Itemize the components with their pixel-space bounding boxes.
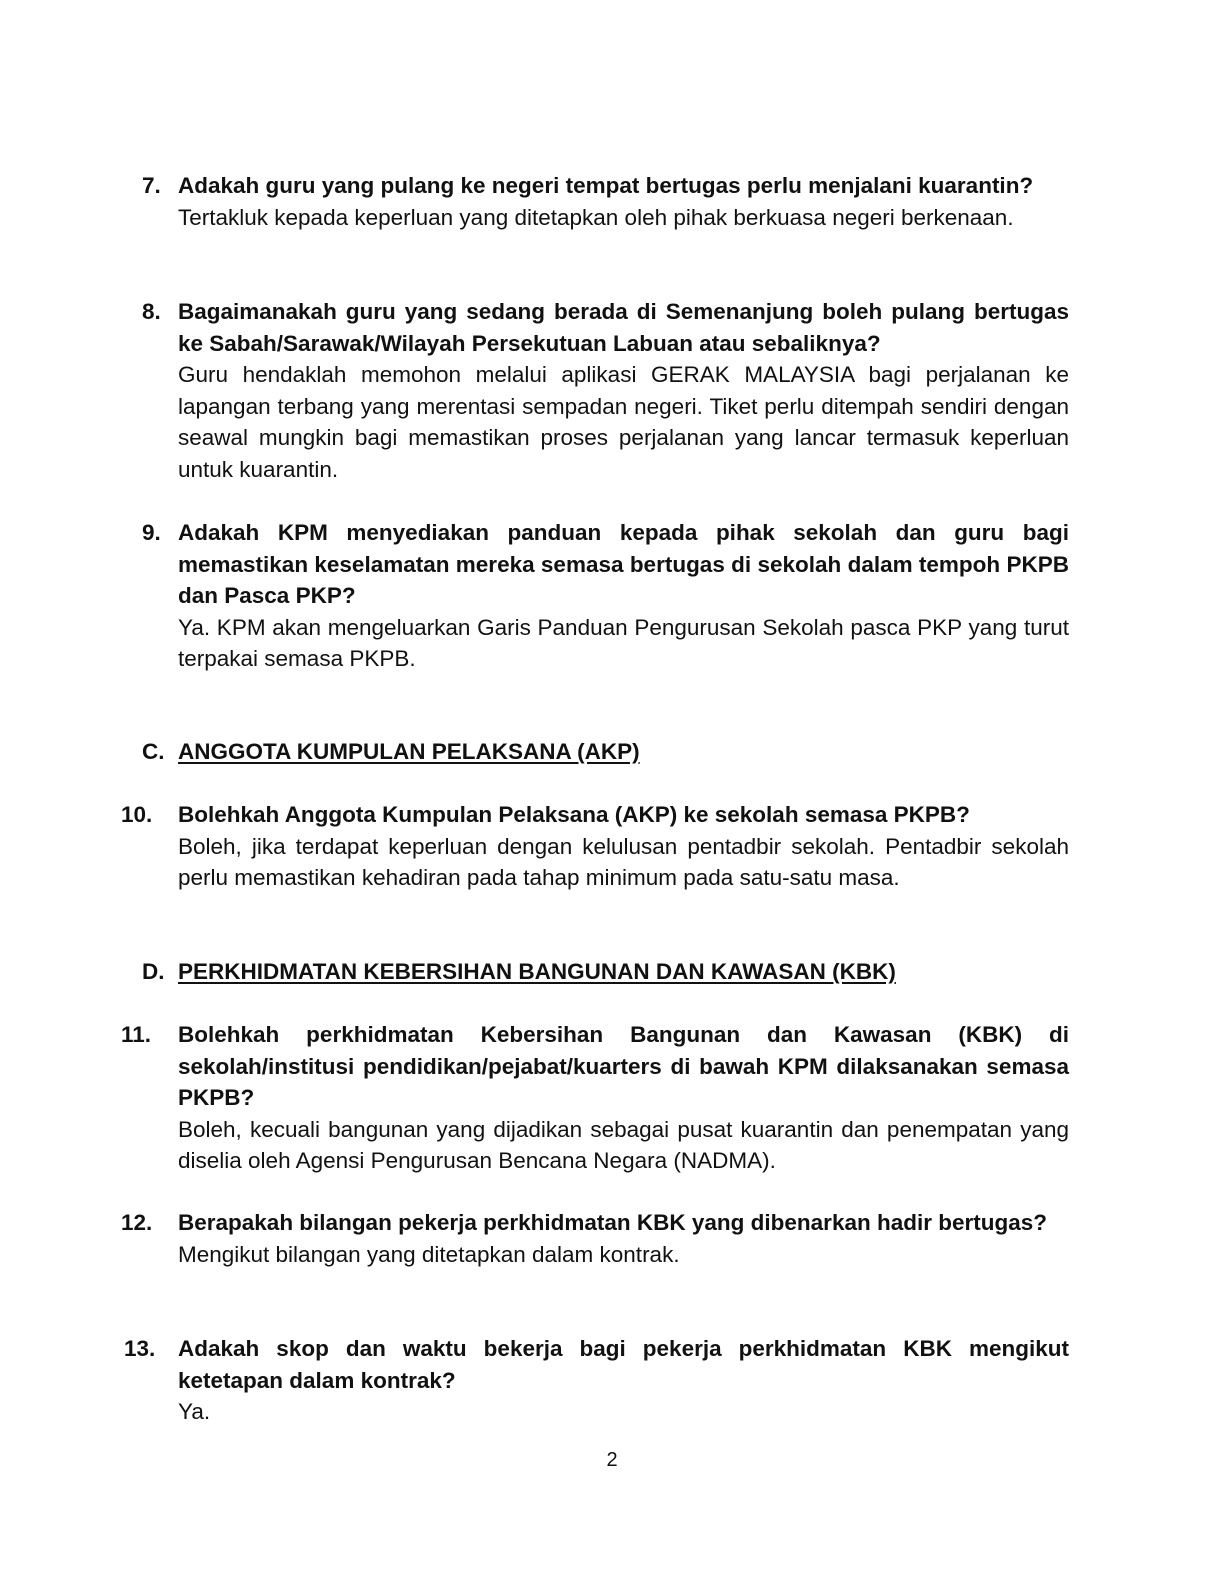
faq-item: [178, 799, 1069, 894]
page-number: 2: [606, 1449, 618, 1471]
question-text: Adakah guru yang pulang ke negeri tempat bertugas perlu menjalani kuarantin?: [178, 173, 1034, 198]
section-letter: D.: [142, 959, 165, 984]
faq-item: [178, 296, 1069, 485]
answer-text: Mengikut bilangan yang ditetapkan dalam kontrak.: [178, 1241, 680, 1267]
answer-text: Tertakluk kepada keperluan yang ditetapkan oleh pihak berkuasa negeri berkenaan.: [178, 204, 1014, 230]
item-number: 11.: [121, 1022, 152, 1047]
section-heading: ANGGOTA KUMPULAN PELAKSANA (AKP): [178, 739, 640, 764]
item-number: 9.: [142, 520, 161, 545]
answer-text: Guru hendaklah memohon melalui aplikasi GERAK MALAYSIA bagi perjalanan ke lapangan terbang yang merentasi sempadan negeri. Tiket perlu ditempah sendiri dengan seawal mungkin bagi memastikan proses perjalanan yang lancar termasuk keperluan untuk kuarantin.: [178, 362, 1069, 482]
section-heading: PERKHIDMATAN KEBERSIHAN BANGUNAN DAN KAWASAN (KBK): [178, 959, 896, 984]
item-number: 8.: [142, 299, 161, 324]
answer-text: Boleh, jika terdapat keperluan dengan kelulusan pentadbir sekolah. Pentadbir sekolah perlu memastikan kehadiran pada tahap minimum pada satu-satu masa.: [178, 833, 1069, 890]
question-text: Berapakah bilangan pekerja perkhidmatan KBK yang dibenarkan hadir bertugas?: [178, 1210, 1047, 1235]
item-number: 10.: [121, 802, 153, 827]
item-number: 12.: [121, 1210, 153, 1235]
answer-text: Boleh, kecuali bangunan yang dijadikan sebagai pusat kuarantin dan penempatan yang diselia oleh Agensi Pengurusan Bencana Negara (NADMA).: [178, 1116, 1069, 1173]
faq-item: [178, 517, 1069, 675]
answer-text: Ya.: [178, 1399, 211, 1424]
question-text: Bolehkah perkhidmatan Kebersihan Bangunan dan Kawasan (KBK) di sekolah/institusi pendidikan/pejabat/kuarters di bawah KPM dilaksanakan semasa PKPB?: [178, 1022, 1069, 1110]
question-text: Adakah KPM menyediakan panduan kepada pihak sekolah dan guru bagi memastikan keselamatan mereka semasa bertugas di sekolah dalam tempoh PKPB dan Pasca PKP?: [178, 520, 1069, 608]
section-letter: C.: [142, 739, 165, 764]
question-text: Adakah skop dan waktu bekerja bagi pekerja perkhidmatan KBK mengikut ketetapan dalam kontrak?: [178, 1336, 1069, 1393]
faq-item: [178, 1019, 1069, 1177]
faq-item: [178, 170, 1069, 233]
faq-item: [178, 1333, 1069, 1428]
item-number: 7.: [142, 173, 161, 198]
answer-text: Ya. KPM akan mengeluarkan Garis Panduan Pengurusan Sekolah pasca PKP yang turut terpakai semasa PKPB.: [178, 614, 1069, 671]
question-text: Bagaimanakah guru yang sedang berada di Semenanjung boleh pulang bertugas ke Sabah/Sarawak/Wilayah Persekutuan Labuan atau sebaliknya?: [178, 299, 1069, 356]
faq-item: [178, 1207, 1069, 1270]
question-text: Bolehkah Anggota Kumpulan Pelaksana (AKP) ke sekolah semasa PKPB?: [178, 802, 970, 827]
item-number: 13.: [124, 1336, 156, 1361]
